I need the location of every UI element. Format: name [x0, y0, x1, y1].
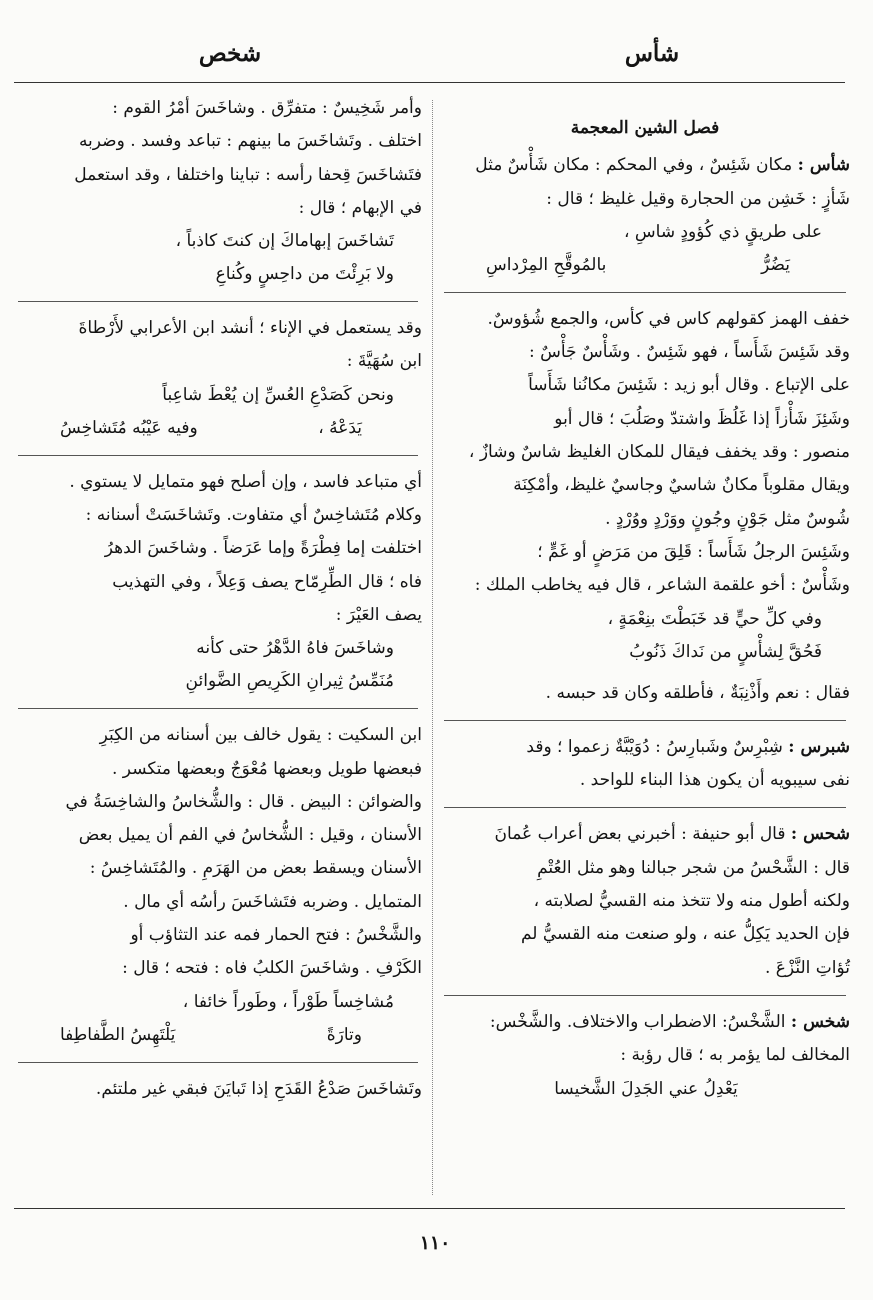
verse-line: ونحن كَصَدْعِ العُسِّ إن يُعْطَ شاعِباً: [162, 384, 394, 405]
section-title: فصل الشين المعجمة: [570, 118, 720, 138]
entry-divider: [18, 455, 418, 456]
verse-line: على طريقٍ ذي كُؤودٍ شاسِ ،: [624, 221, 822, 242]
verse-line: مُشاخِساً طَوْراً ، وطَوراً خائفا ،: [182, 991, 394, 1012]
entry-line: الأسنان ويسقط بعض من الهَرَمِ . والمُتَشاخِسُ :: [89, 858, 422, 879]
entry-shibris: [440, 731, 850, 798]
verse-line: وشاخَسَ فاهُ الدَّهْرُ حتى كأنه: [196, 638, 394, 659]
entry-divider: [18, 708, 418, 709]
headword: شخس :: [790, 1011, 850, 1032]
footer-rule: [14, 1208, 845, 1209]
verse-line: مُنَمِّسُ ثِيرانِ الكَرِيصِ الضَّوائنِ: [185, 671, 394, 692]
entry-line: شَأزٍ : خَشِن من الحجارة وقيل غليظ ؛ قال :: [546, 188, 850, 209]
entry-line: على الإتباع . وقال أبو زيد : شَئِسَ مكانُنا شَأَساً: [528, 375, 850, 396]
right-column: [440, 92, 850, 1106]
entry-line: تُؤاتِ النَّزْعَ .: [764, 957, 850, 978]
entry-line: والشَّخْسُ : فتح الحمار فمه عند التثاؤب أو: [130, 925, 422, 946]
entry-line: المخالف لما يؤمر به ؛ قال رؤبة :: [620, 1045, 850, 1066]
entry-line: اختلف . وتَشاخَسَ ما بينهم : تباعد وفسد . وضربه: [78, 131, 422, 152]
entry-line: فبعضها طويل وبعضها مُعْوَجٌ وبعضها متكسر .: [112, 758, 422, 779]
entry-shakhs: [440, 1006, 850, 1106]
entry-shaas: [440, 149, 850, 710]
entry-line: وتَشاخَسَ صَدْعُ القَدَحِ إذا تَبايَنَ فبقي غير ملتئم.: [95, 1078, 422, 1099]
verse-line: يَدَعْهُ ، وفيه عَيْبُه مُتَشاخِسُ: [60, 417, 362, 438]
verse-line: تَشاخَسَ إبهاماكَ إن كنتَ كاذباً ،: [175, 231, 394, 252]
entry-line: وشَأْسٌ : أخو علقمة الشاعر ، قال فيه يخاطب الملك :: [474, 575, 850, 596]
entry-line: الكَرْفِ . وشاخَسَ الكلبُ فاه : فتحه ؛ قال :: [122, 958, 422, 979]
running-header-right: شأس: [624, 40, 680, 67]
entry-line: شخس : الشَّخْسُ: الاضطراب والاختلاف. والشَّخْس:: [489, 1011, 850, 1032]
headword: شحس :: [790, 824, 850, 845]
entry-line: وشَئِزَ شَأْزاً إذا غَلُظَ واشتدّ وصَلُبَ ؛ قال أبو: [554, 408, 850, 429]
entry-line: والضوائن : البيض . قال : والشُّخاسُ والشاخِسَةُ في: [65, 791, 422, 812]
entry-line: ولكنه أطول منه ولا تتخذ منه القسيُّ لصلابته ،: [533, 891, 850, 912]
entry-line: شأس : مكان شَئِسٌ ، وفي المحكم : مكان شَأْسٌ مثل: [475, 155, 850, 176]
headword: شبرس :: [788, 736, 850, 757]
entry-line: وقد شَئِسَ شَأَساً ، فهو شَئِسٌ . وشَأْسٌ جَأْسٌ :: [528, 342, 850, 363]
entry-line: ابن السكيت : يقول خالف بين أسنانه من الكِبَرِ: [99, 725, 422, 746]
entry-line: وكلام مُتَشاخِسٌ أي متفاوت. وتَشاخَسَتْ أسنانه :: [85, 505, 422, 526]
entry-line: نفى سيبويه أن يكون هذا البناء للواحد .: [579, 770, 850, 791]
entry-divider: [444, 807, 846, 808]
entry-divider: [444, 292, 846, 293]
entry-divider: [18, 301, 418, 302]
page-number: ١١٠: [419, 1232, 451, 1254]
entry-line: وقد يستعمل في الإناء ؛ أنشد ابن الأعرابي لأَرْطاةَ: [78, 318, 422, 339]
entry-line: اختلفت إما فِطْرَةً وإما عَرَضاً . وشاخَسَ الدهرُ: [104, 538, 422, 559]
entry-line: ويقال مقلوباً مكانٌ شاسيٌ وجاسيٌ غليظ، وأمْكِنَة: [513, 475, 850, 496]
running-header-left: شخص: [198, 40, 262, 67]
entry-line: يصف العَيْرَ :: [335, 604, 422, 625]
entry-shahs: [440, 818, 850, 984]
entry-line: شحس : قال أبو حنيفة : أخبرني بعض أعراب عُمانَ: [494, 824, 850, 845]
verse-line: وتارَةً يَلْتَهِسُ الطَّفاطِفا: [60, 1024, 362, 1045]
verse-line: يَعْدِلُ عني الجَدِلَ الشَّخيسا: [554, 1078, 738, 1099]
entry-divider: [18, 1062, 418, 1063]
entry-line: في الإبهام ؛ قال :: [298, 197, 422, 218]
entry-divider: [444, 720, 846, 721]
verse-line: فَحُقَّ لِشأْسٍ من نَداكَ ذَنُوبُ: [629, 641, 822, 662]
column-divider: [432, 100, 433, 1195]
header-rule: [14, 82, 845, 83]
verse-line: ولا بَرِئْتَ من داحِسٍ وكُناعِ: [215, 264, 394, 285]
verse-line: يَضُرُّ بالمُوقَّحِ المِرْداسِ: [486, 254, 790, 275]
entry-line: شُوسٌ مثل جَوْنٍ وجُونٍ ووَرْدٍ ووُرْدٍ .: [605, 508, 850, 529]
left-column: [14, 92, 422, 1106]
entry-line: خفف الهمز كقولهم كاس في كأس، والجمع شُؤوسٌ.: [487, 308, 850, 329]
entry-line: وأمر شَخِيسٌ : متفرِّق . وشاخَسَ أمْرُ القوم :: [112, 98, 422, 118]
entry-divider: [444, 995, 846, 996]
entry-line: منصور : وقد يخفف فيقال للمكان الغليظ شاسٌ وشازٌ ،: [468, 442, 850, 463]
verse-line: وفي كلِّ حيٍّ قد خَبَطْتَ بنِعْمَةٍ ،: [607, 608, 822, 629]
entry-line: فاه ؛ قال الطِّرِمّاح يصف وَعِلاً ، وفي التهذيب: [112, 571, 422, 592]
entry-line: شبرس : شِبْرِسٌ وشَبارِسُ : دُوَيْبَّةٌ زعموا ؛ وقد: [526, 736, 850, 757]
entry-line: فتَشاخَسَ قِحفا رأسه : تباينا واختلفا ، وقد استعمل: [74, 164, 422, 185]
entry-line: فقال : نعم وأَذْنِبَةٌ ، فأطلقه وكان قد حبسه .: [545, 682, 850, 703]
entry-line: قال : الشَّحْسُ من شجر جبالنا وهو مثل العُتْمِ: [537, 857, 850, 878]
entry-line: المتمايل . وضربه فتَشاخَسَ رأسُه أي مال .: [123, 891, 422, 912]
entry-line: الأسنان ، وقيل : الشُّخاسُ في الفم أن يميل بعض: [78, 825, 422, 846]
entry-line: فإن الحديد يَكِلُّ عنه ، ولو صنعت منه القسيُّ لم: [520, 924, 850, 945]
entry-line: ابن سُهَيَّةَ :: [346, 351, 422, 372]
headword: شأس :: [797, 155, 850, 176]
entry-line: أي متباعد فاسد ، وإن أصلح فهو متمايل لا يستوي .: [69, 471, 422, 492]
entry-line: وشَئِسَ الرجلُ شَأَساً : قَلِقَ من مَرَضٍ أو غَمٍّ ؛: [537, 541, 850, 562]
